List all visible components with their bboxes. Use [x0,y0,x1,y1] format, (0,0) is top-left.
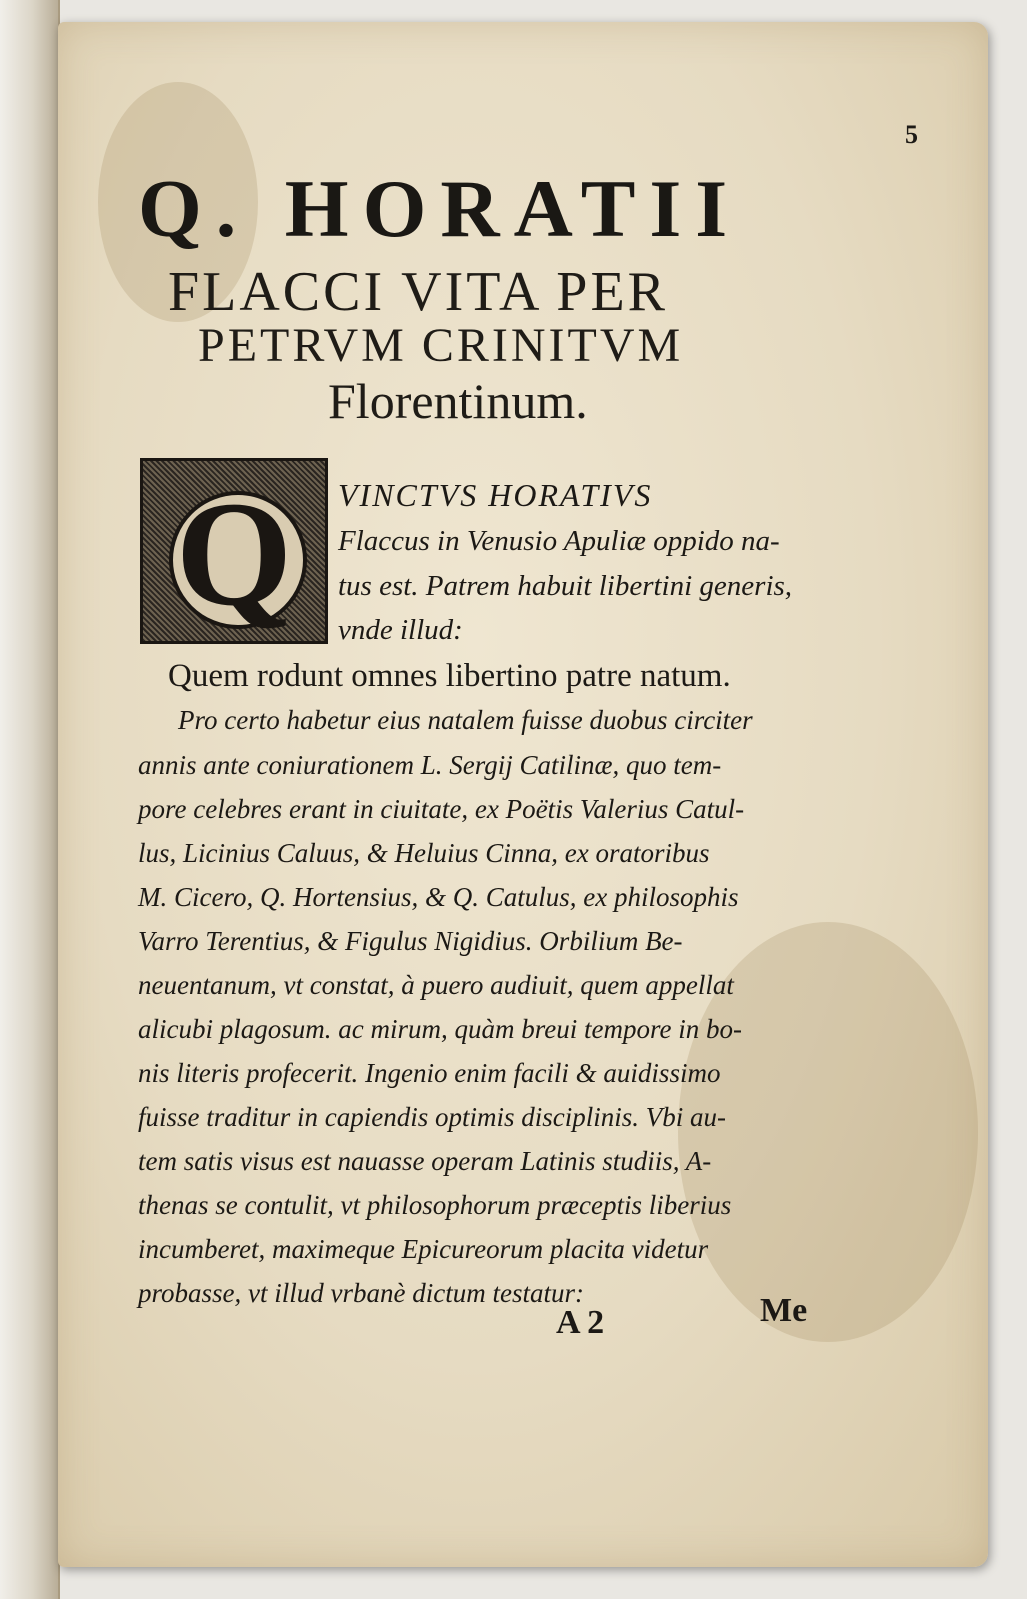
title-line-2: FLACCI VITA PER [168,261,668,323]
body-line: vnde illud: [338,614,463,646]
drop-cap-letter: Q [175,471,293,637]
page-number: 5 [905,120,918,149]
body-line: lus, Licinius Caluus, & Heluius Cinna, ex oratoribus [138,838,710,868]
verse-line: Quem rodunt omnes libertino patre natum. [168,658,731,694]
body-line: neuentanum, vt constat, à puero audiuit, quem appellat [138,970,734,1000]
body-line: Pro certo habetur eius natalem fuisse duobus circiter [178,705,753,735]
body-line: tus est. Patrem habuit libertini generis, [338,570,793,602]
body-line: alicubi plagosum. ac mirum, quàm breui tempore in bo- [138,1014,742,1044]
title-line-1: Q. HORATII [138,163,742,254]
woodcut-initial [140,458,328,644]
body-line: probasse, vt illud vrbanè dictum testatur: [138,1278,584,1308]
body-line: tem satis visus est nauasse operam Latinis studiis, A- [138,1146,712,1176]
body-line: incumberet, maximeque Epicureorum placita videtur [138,1234,709,1264]
catchword: Me [760,1292,808,1329]
book-spine [0,0,60,1599]
title-line-4: Florentinum. [328,373,588,429]
body-line: nis literis profecerit. Ingenio enim facili & auidissimo [138,1058,721,1088]
body-line: Varro Terentius, & Figulus Nigidius. Orbilium Be- [138,926,683,956]
book-page [58,22,988,1567]
body-first-line: VINCTVS HORATIVS [338,477,653,513]
title-line-3: PETRVM CRINITVM [198,319,684,372]
body-line: Flaccus in Venusio Apuliæ oppido na- [338,525,780,557]
body-line: fuisse traditur in capiendis optimis disciplinis. Vbi au- [138,1102,727,1132]
body-line: pore celebres erant in ciuitate, ex Poëtis Valerius Catul- [138,794,745,824]
body-line: thenas se contulit, vt philosophorum præceptis liberius [138,1190,732,1220]
body-line: M. Cicero, Q. Hortensius, & Q. Catulus, ex philosophis [138,882,739,912]
body-line: annis ante coniurationem L. Sergij Catilinæ, quo tem- [138,750,722,780]
signature-mark: A 2 [556,1304,605,1341]
